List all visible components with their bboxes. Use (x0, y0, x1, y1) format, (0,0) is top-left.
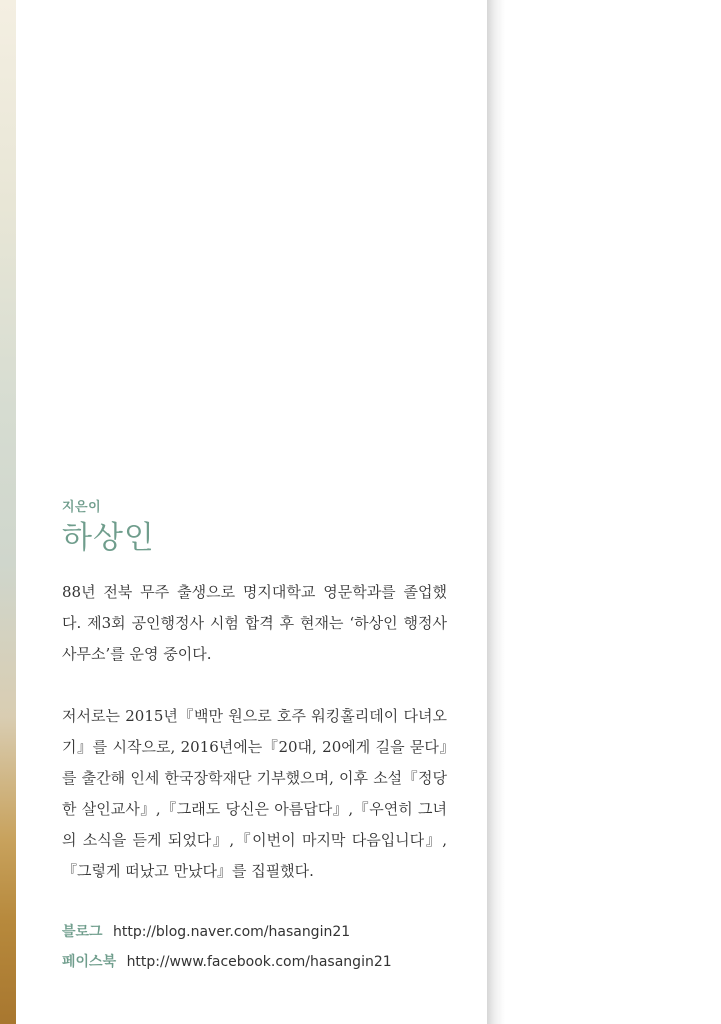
cover-edge-image (0, 0, 16, 1024)
facebook-link[interactable]: http://www.facebook.com/hasangin21 (126, 954, 392, 970)
blog-link[interactable]: http://blog.naver.com/hasangin21 (113, 924, 351, 940)
author-label: 지은이 (62, 500, 102, 515)
blog-label: 블로그 (62, 924, 103, 940)
facebook-label: 페이스북 (62, 954, 117, 970)
author-bio (62, 577, 447, 887)
contact-list (62, 917, 462, 977)
bio-paragraph-works: 저서로는 2015년『백만 원으로 호주 워킹홀리데이 다녀오기』를 시작으로, 2016년에는『20대, 20에게 길을 묻다』를 출간해 인세 한국장학재단 기부했으며, 이후 소설『정당한 살인교사』,『그래도 당신은 아름답다』,『우연히 그녀의 소식을 듣게 되었다』,『이번이 마지막 다음입니다』,『그렇게 떠났고 만났다』를 집필했다. (62, 707, 447, 880)
author-name: 하상인 (62, 520, 155, 556)
contact-blog (62, 917, 462, 947)
blank-facing-area (505, 0, 721, 1024)
page-shadow (487, 0, 505, 1024)
contact-facebook (62, 947, 462, 977)
bio-paragraph-intro: 88년 전북 무주 출생으로 명지대학교 영문학과를 졸업했다. 제3회 공인행정사 시험 합격 후 현재는 ‘하상인 행정사 사무소’를 운영 중이다. (62, 583, 447, 663)
